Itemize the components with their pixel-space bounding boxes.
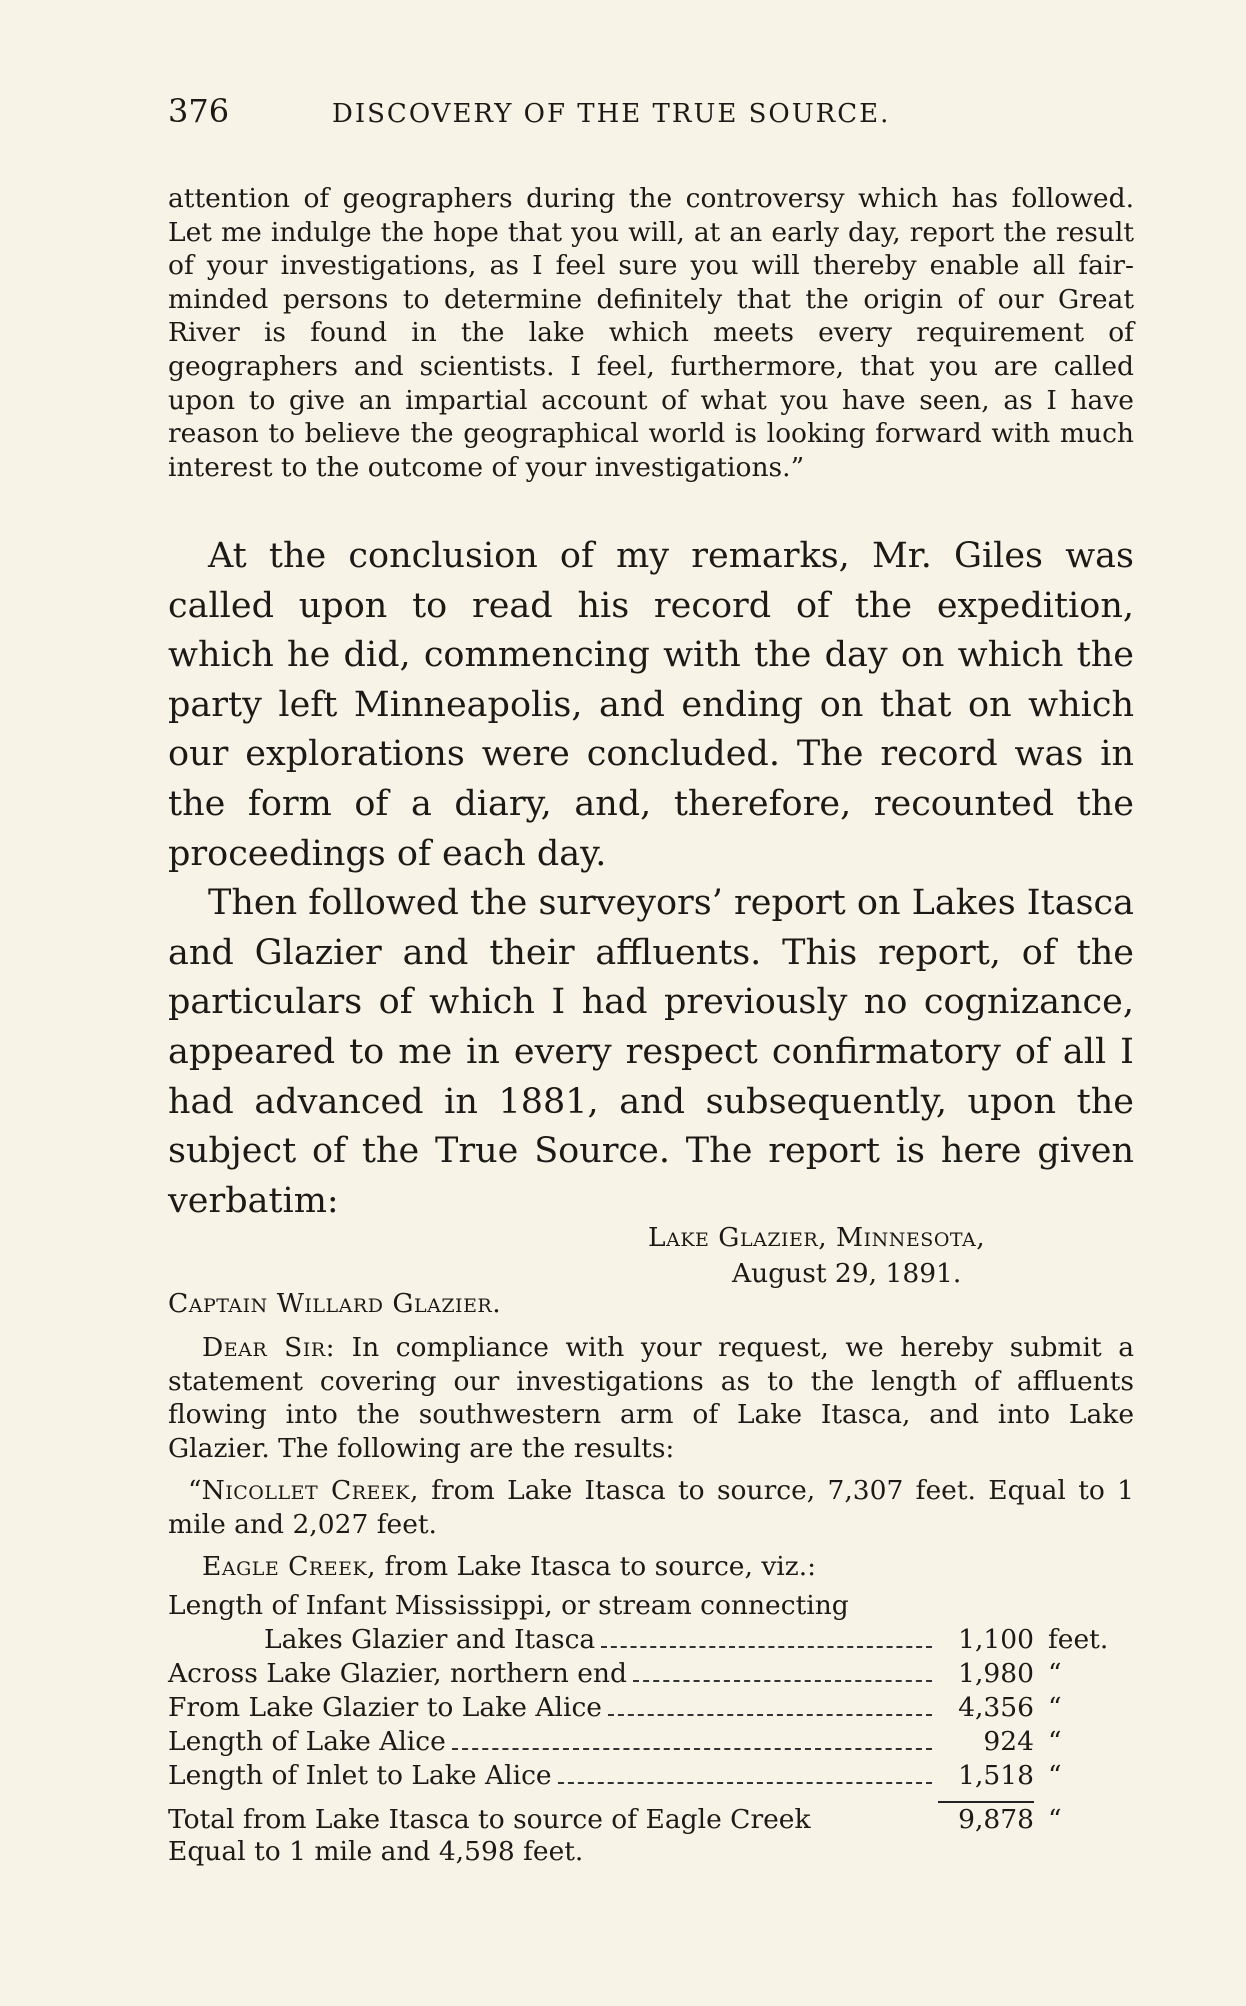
total-label: Total from Lake Itasca to source of Eagle Creek xyxy=(168,1804,811,1835)
letter-dateline xyxy=(648,1220,1128,1292)
measurements-table xyxy=(168,1589,1134,1869)
total-unit: “ xyxy=(1048,1804,1062,1835)
row-label: Length of Inlet to Lake Alice xyxy=(168,1760,552,1791)
eagle-creek-heading xyxy=(168,1550,1134,1584)
row-unit: “ xyxy=(1048,1658,1062,1689)
row-value: 1,100 xyxy=(958,1624,1034,1655)
eagle-creek-name: Eagle Creek, xyxy=(202,1551,377,1582)
nicollet-creek-name: Nicollet Creek, xyxy=(201,1475,419,1506)
row-value: 924 xyxy=(983,1726,1034,1757)
total-equivalent: Equal to 1 mile and 4,598 feet. xyxy=(168,1836,584,1867)
total-value: 9,878 xyxy=(938,1801,1034,1837)
letter-intro xyxy=(168,1331,1134,1465)
row-value: 1,518 xyxy=(958,1760,1034,1791)
table-row xyxy=(168,1759,1134,1793)
intro-text: In compliance with your request, we hereby submit a statement covering our investigations as to the length of affluents flowing into the southwestern arm of Lake Itasca, and into Lake Glazier. The following are the results: xyxy=(168,1332,1134,1464)
open-quote: “ xyxy=(188,1475,202,1506)
row-label: Length of Lake Alice xyxy=(168,1726,446,1757)
narrative-body xyxy=(168,532,1134,1226)
letter-date: August 29, 1891. xyxy=(732,1258,962,1289)
dot-leader xyxy=(633,1680,932,1682)
nicollet-creek-text: from Lake Itasca to source, 7,307 feet. Equal to 1 mile and 2,027 feet. xyxy=(168,1475,1134,1540)
dot-leader xyxy=(452,1748,932,1750)
table-row xyxy=(168,1725,1134,1759)
row-label: Lakes Glazier and Itasca xyxy=(264,1624,596,1655)
eagle-creek-text: from Lake Itasca to source, viz.: xyxy=(384,1551,817,1582)
row-label: From Lake Glazier to Lake Alice xyxy=(168,1692,602,1723)
dot-leader xyxy=(558,1782,932,1784)
table-row xyxy=(168,1691,1134,1725)
body-paragraph: At the conclusion of my remarks, Mr. Giles was called upon to read his record of the expedition, which he did, commencing with the day on which the party left Minneapolis, and ending on that on which our explorations were concluded. The record was in the form of a diary, and, therefore, recounted the proceedings of each day. xyxy=(168,536,1134,874)
nicollet-creek-paragraph xyxy=(168,1474,1134,1541)
letter-addressee: Captain Willard Glazier. xyxy=(168,1288,502,1319)
running-title: DISCOVERY OF THE TRUE SOURCE. xyxy=(332,99,891,129)
salutation: Dear Sir: xyxy=(202,1332,336,1363)
dot-leader xyxy=(601,1646,932,1648)
row-label: Across Lake Glazier, northern end xyxy=(168,1658,627,1689)
table-row xyxy=(168,1657,1134,1691)
letter-place: Lake Glazier, Minnesota, xyxy=(648,1222,986,1253)
table-header: Length of Infant Mississippi, or stream connecting xyxy=(168,1590,849,1621)
page-number: 376 xyxy=(168,92,230,130)
running-header xyxy=(168,92,1118,130)
quoted-letter-paragraph: attention of geographers during the controversy which has followed. Let me indulge the hope that you will, at an early day, report the result of your investigations, as I feel sure you will thereby enable all fair-minded persons to determine definitely that the origin of our Great River is found in the lake which meets every requirement of geographers and scientists. I feel, furthermore, that you are called upon to give an impartial account of what you have seen, as I have reason to believe the geographical world is looking forward with much interest to the outcome of your investigations.” xyxy=(168,183,1134,483)
row-unit: feet. xyxy=(1048,1624,1109,1655)
table-total-row xyxy=(168,1801,1134,1835)
table-row xyxy=(168,1623,1134,1657)
row-value: 4,356 xyxy=(958,1692,1034,1723)
body-paragraph: Then followed the surveyors’ report on Lakes Itasca and Glazier and their affluents. This report, of the particulars of which I had previously no cognizance, appeared to me in every respect confirmatory of all I had advanced in 1881, and subsequently, upon the subject of the True Source. The report is here given verbatim: xyxy=(168,883,1134,1221)
row-unit: “ xyxy=(1048,1760,1062,1791)
row-unit: “ xyxy=(1048,1726,1062,1757)
row-value: 1,980 xyxy=(958,1658,1034,1689)
row-unit: “ xyxy=(1048,1692,1062,1723)
dot-leader xyxy=(608,1714,932,1716)
